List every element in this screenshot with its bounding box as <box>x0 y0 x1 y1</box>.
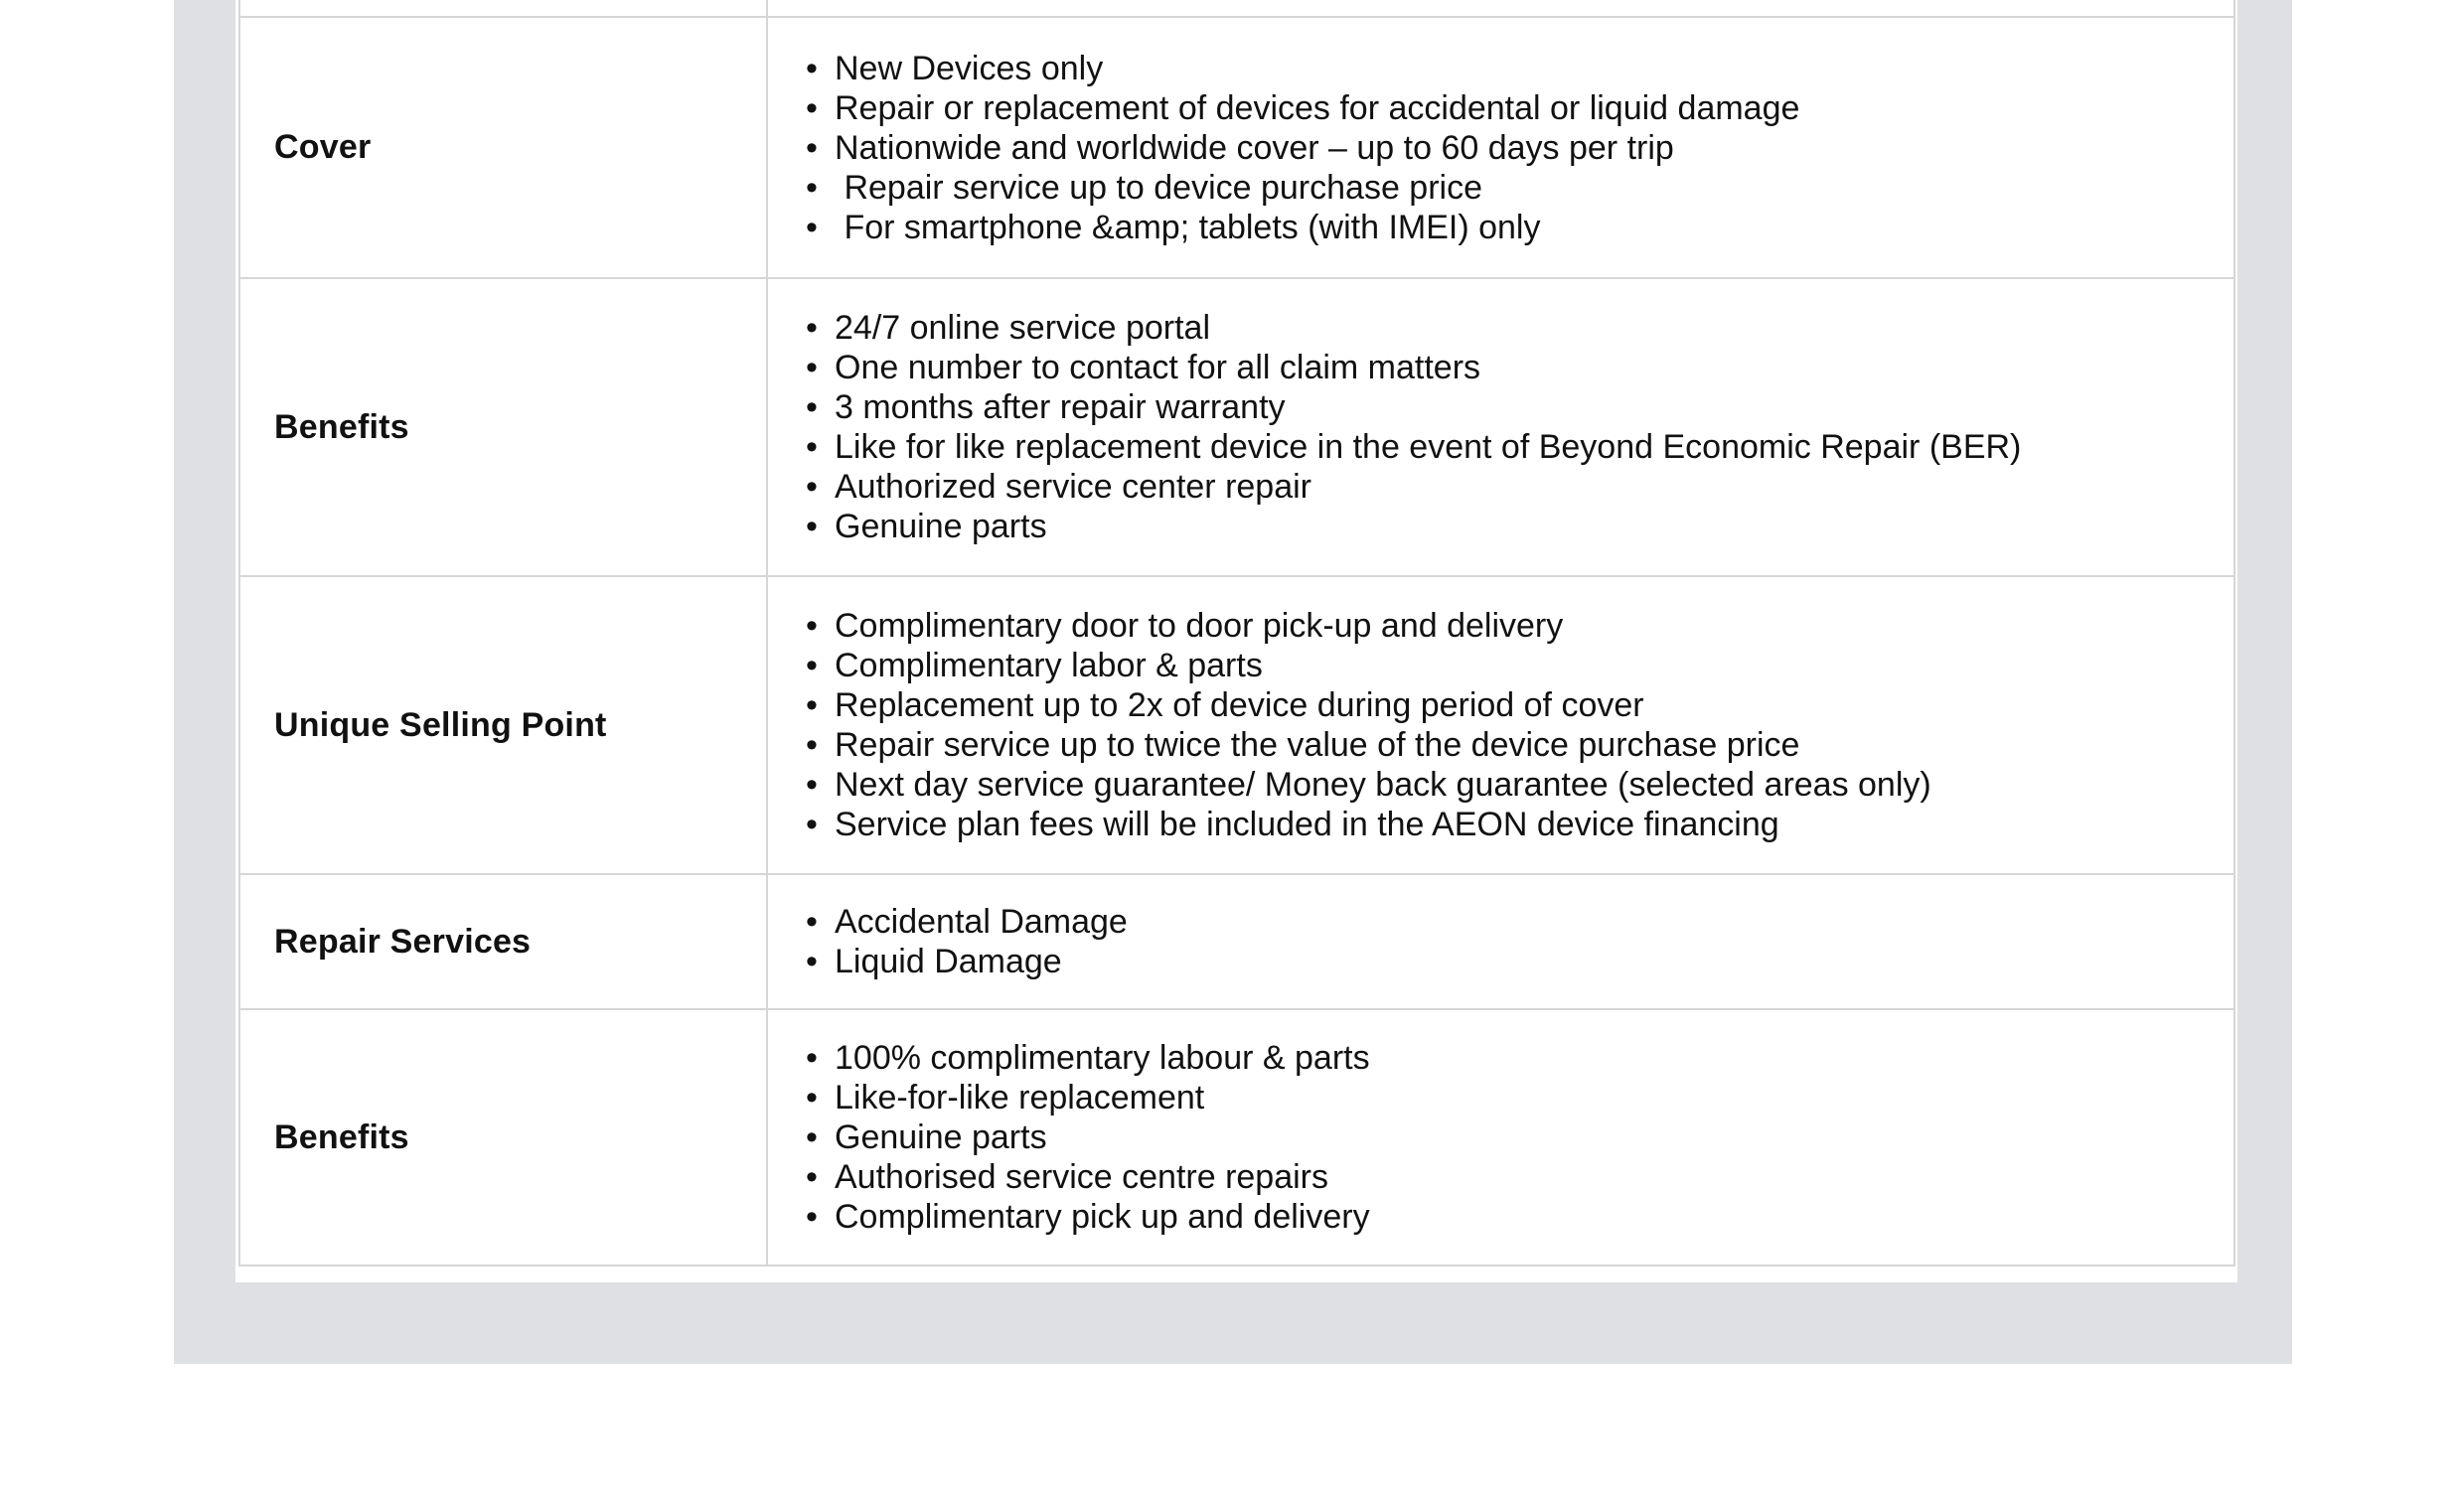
list-item-text: Nationwide and worldwide cover – up to 60 days per trip <box>835 128 1674 167</box>
list-item-text: Accidental Damage <box>835 903 1128 941</box>
list-item <box>802 685 2233 725</box>
label-cell-partial <box>239 0 767 17</box>
list-item <box>802 1038 2233 1078</box>
items-cell-partial <box>767 0 2234 17</box>
list-item <box>802 942 2233 981</box>
bullet-icon: • <box>806 508 818 545</box>
coverage-table-body <box>239 0 2234 1265</box>
bullet-icon: • <box>806 607 818 645</box>
bullet-icon: • <box>806 647 818 684</box>
bullet-icon: • <box>806 903 818 941</box>
list-item-text: One number to contact for all claim matters <box>835 349 1481 386</box>
list-item <box>802 427 2233 467</box>
list-item <box>802 1197 2233 1237</box>
bullet-list <box>802 902 2233 981</box>
bullet-list <box>802 308 2233 546</box>
list-item <box>802 805 2233 844</box>
list-item <box>802 725 2233 765</box>
list-item-text: Replacement up to 2x of device during period of cover <box>835 686 1644 724</box>
bullet-icon: • <box>806 349 818 386</box>
list-item-text: Complimentary labor & parts <box>835 647 1263 684</box>
table-row <box>239 278 2234 576</box>
bullet-icon: • <box>806 686 818 724</box>
list-item <box>802 308 2233 348</box>
bullet-icon: • <box>806 49 818 87</box>
bullet-icon: • <box>806 168 818 207</box>
list-item-text: Complimentary door to door pick-up and delivery <box>835 607 1564 645</box>
section-items-cell <box>767 576 2234 874</box>
bullet-list <box>802 606 2233 844</box>
list-item-text: Next day service guarantee/ Money back guarantee (selected areas only) <box>835 766 1931 804</box>
list-item-text: For smartphone &amp; tablets (with IMEI) only <box>835 208 1541 246</box>
list-item <box>802 467 2233 507</box>
list-item-text: Service plan fees will be included in the AEON device financing <box>835 806 1779 843</box>
bullet-icon: • <box>806 766 818 804</box>
section-label: Repair Services <box>239 874 767 1009</box>
list-item-text: Repair service up to device purchase price <box>835 168 1482 207</box>
bullet-icon: • <box>806 208 818 246</box>
list-item <box>802 1117 2233 1157</box>
bullet-icon: • <box>806 128 818 167</box>
table-row <box>239 17 2234 278</box>
list-item-text: Repair or replacement of devices for accidental or liquid damage <box>835 88 1800 127</box>
table-row <box>239 874 2234 1009</box>
list-item-text: 3 months after repair warranty <box>835 388 1286 426</box>
bullet-list <box>802 49 2233 247</box>
list-item-text: Liquid Damage <box>835 943 1062 980</box>
list-item-text: 24/7 online service portal <box>835 309 1211 347</box>
bullet-icon: • <box>806 309 818 347</box>
section-label: Unique Selling Point <box>239 576 767 874</box>
bullet-icon: • <box>806 1158 818 1196</box>
bullet-icon: • <box>806 1039 818 1077</box>
bullet-icon: • <box>806 726 818 764</box>
list-item <box>802 507 2233 546</box>
list-item-text: Genuine parts <box>835 1118 1047 1156</box>
list-item-text: Like for like replacement device in the event of Beyond Economic Repair (BER) <box>835 428 2022 466</box>
table-row-partial <box>239 0 2234 17</box>
section-items-cell <box>767 1009 2234 1265</box>
bullet-icon: • <box>806 806 818 843</box>
bullet-icon: • <box>806 88 818 127</box>
list-item <box>802 208 2233 247</box>
bullet-icon: • <box>806 1079 818 1116</box>
bullet-icon: • <box>806 943 818 980</box>
list-item <box>802 168 2233 208</box>
bullet-icon: • <box>806 1198 818 1236</box>
bullet-icon: • <box>806 388 818 426</box>
section-items-cell <box>767 278 2234 576</box>
bullet-icon: • <box>806 1118 818 1156</box>
coverage-table <box>238 0 2235 1266</box>
section-items-cell <box>767 17 2234 278</box>
list-item <box>802 49 2233 88</box>
list-item <box>802 128 2233 168</box>
list-item-text: Like-for-like replacement <box>835 1079 1205 1116</box>
list-item <box>802 1078 2233 1117</box>
document-viewer[interactable] <box>174 0 2292 1364</box>
list-item <box>802 606 2233 646</box>
list-item-text: 100% complimentary labour & parts <box>835 1039 1370 1077</box>
section-label: Benefits <box>239 278 767 576</box>
list-item <box>802 88 2233 128</box>
list-item <box>802 902 2233 942</box>
bullet-icon: • <box>806 468 818 506</box>
section-items-cell <box>767 874 2234 1009</box>
list-item-text: Genuine parts <box>835 508 1047 545</box>
list-item <box>802 646 2233 685</box>
list-item-text: New Devices only <box>835 49 1104 87</box>
section-label: Benefits <box>239 1009 767 1265</box>
bullet-icon: • <box>806 428 818 466</box>
section-label: Cover <box>239 17 767 278</box>
list-item <box>802 348 2233 387</box>
list-item <box>802 387 2233 427</box>
document-page <box>235 0 2237 1282</box>
list-item <box>802 1157 2233 1197</box>
list-item <box>802 765 2233 805</box>
list-item-text: Authorized service center repair <box>835 468 1312 506</box>
list-item-text: Authorised service centre repairs <box>835 1158 1329 1196</box>
list-item-text: Complimentary pick up and delivery <box>835 1198 1370 1236</box>
table-row <box>239 576 2234 874</box>
bullet-list <box>802 1038 2233 1237</box>
table-row <box>239 1009 2234 1265</box>
list-item-text: Repair service up to twice the value of the device purchase price <box>835 726 1800 764</box>
